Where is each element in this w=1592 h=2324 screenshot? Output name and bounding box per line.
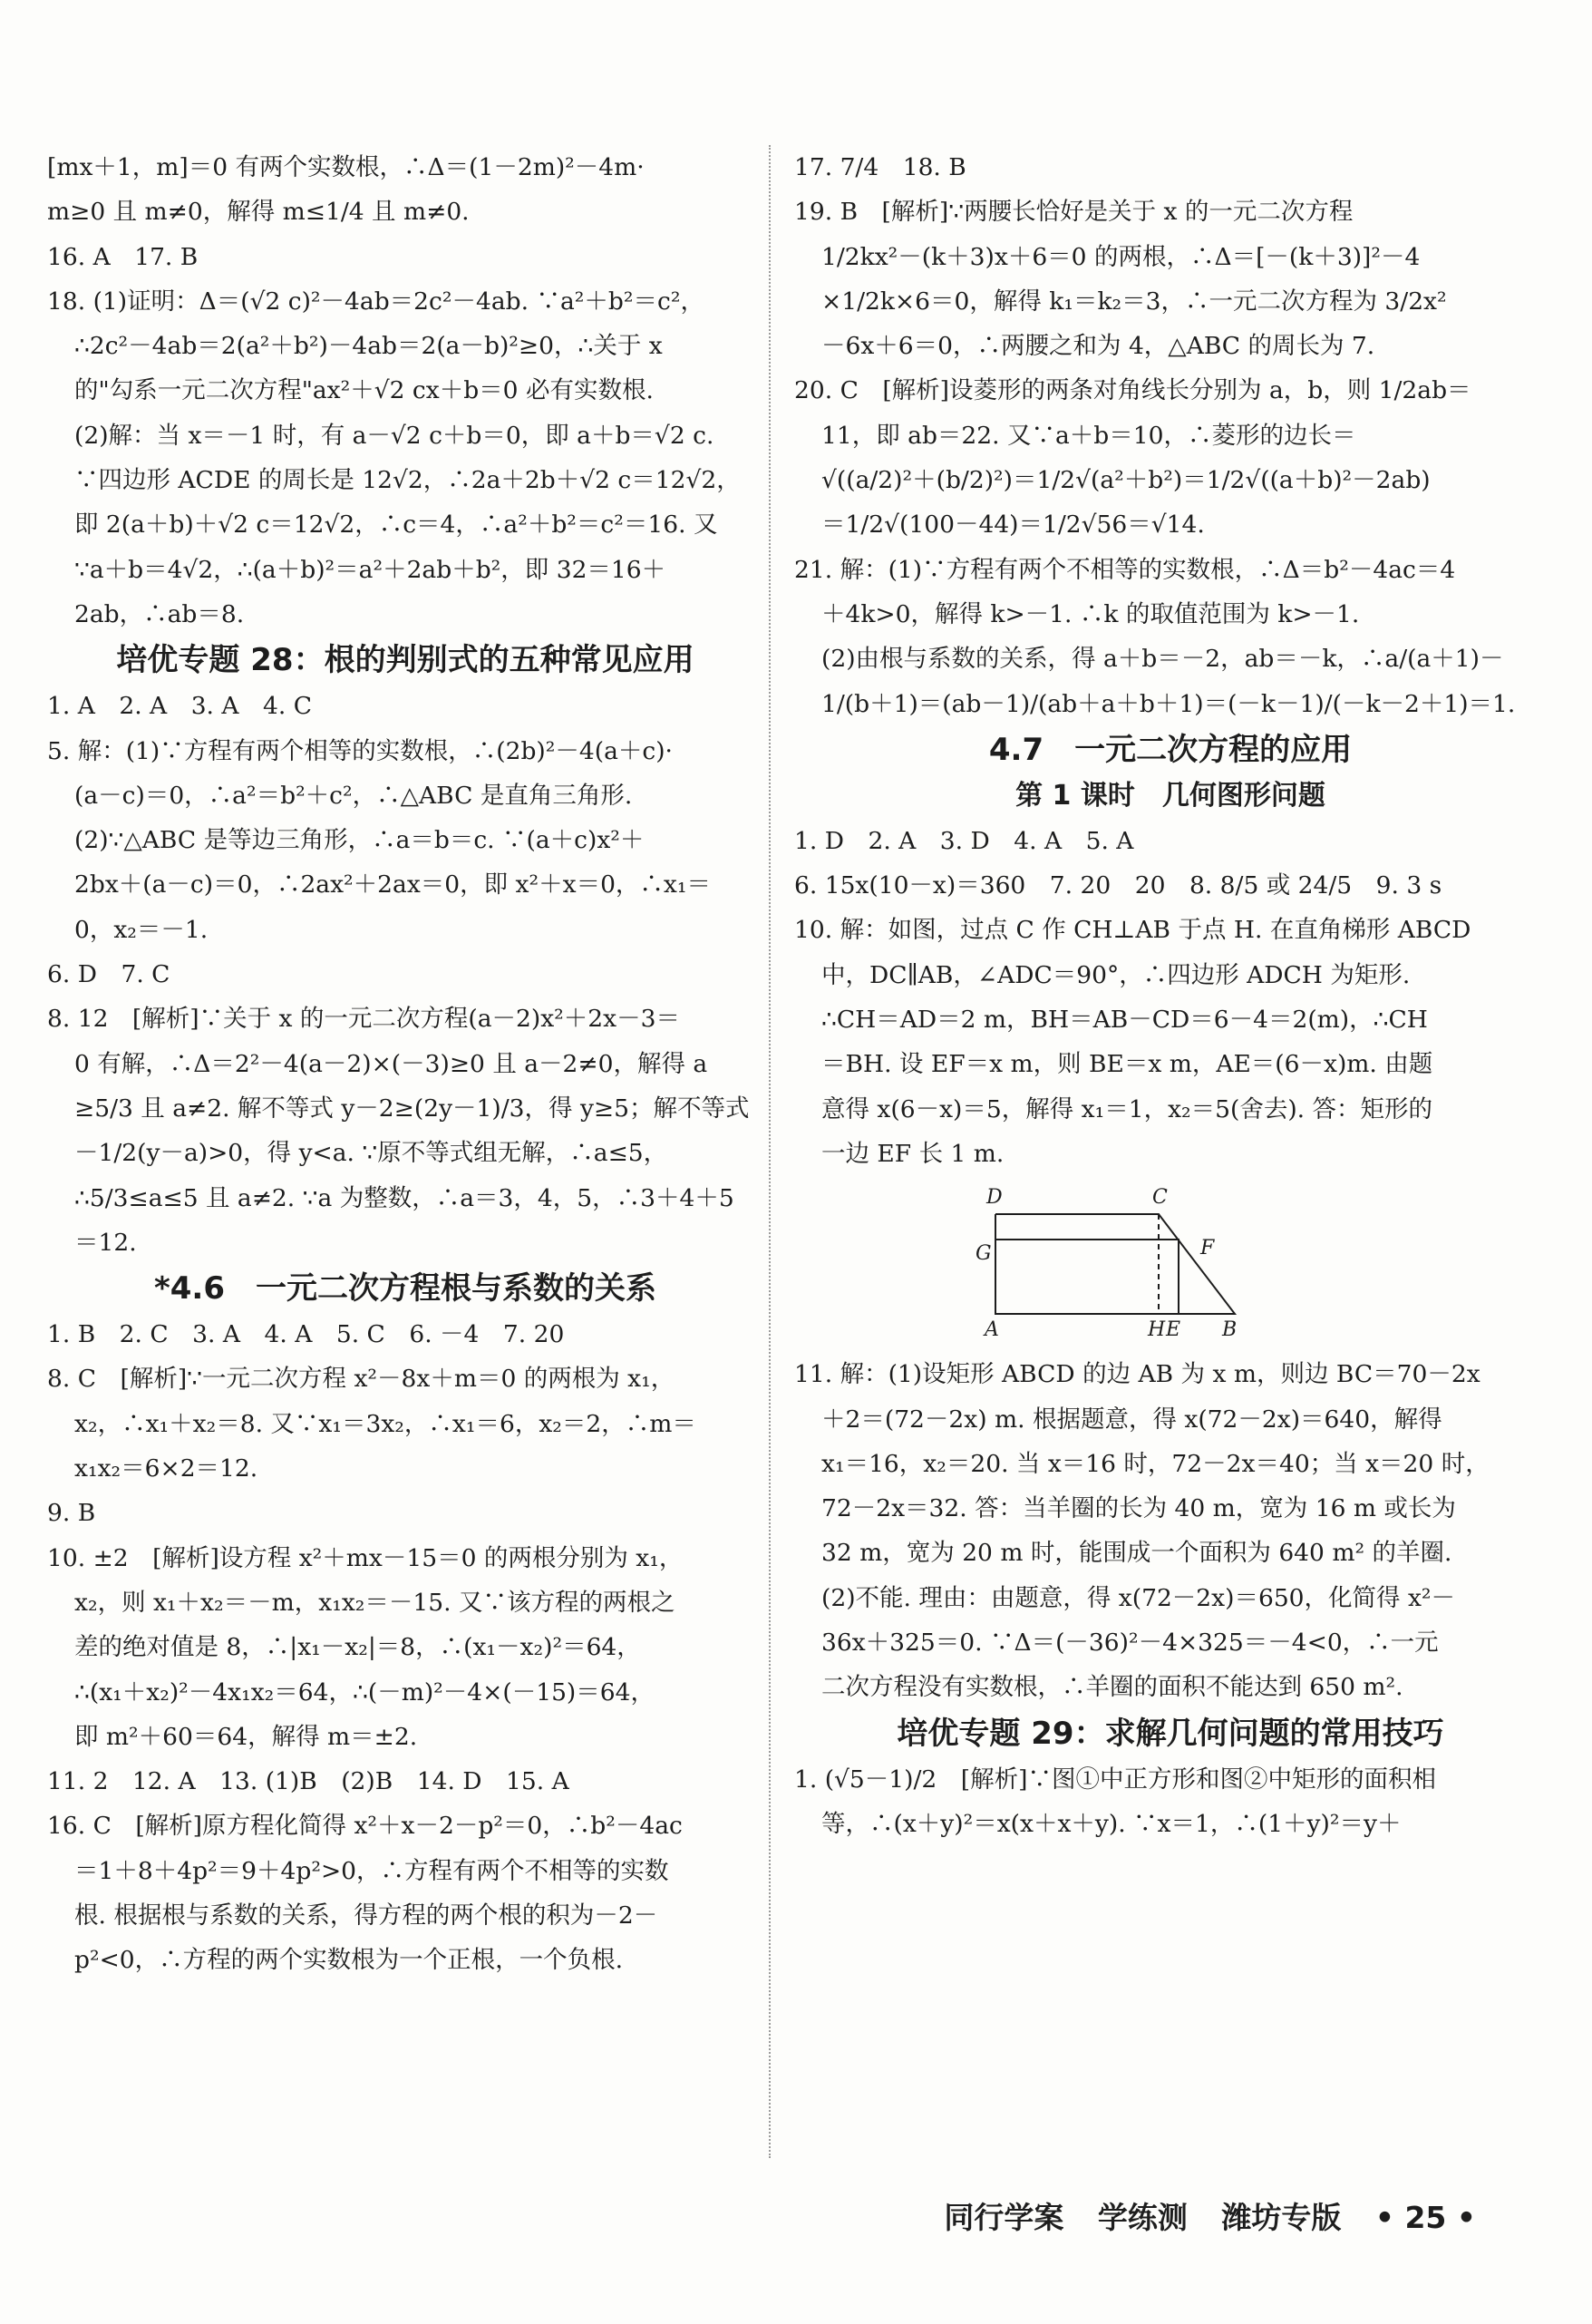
- text-line: 的"勾系一元二次方程"ax²＋√2 cx＋b＝0 必有实数根.: [74, 376, 654, 405]
- answer-line: 10. ±2 [解析]设方程 x²＋mx－15＝0 的两根分别为 x₁，: [47, 1543, 684, 1572]
- text-line: ∴CH＝AD＝2 m，BH＝AB－CD＝6－4＝2(m)，∴CH: [821, 1006, 1428, 1035]
- trapezoid-figure: [794, 1183, 1547, 1347]
- text-line: 2bx＋(a－c)＝0，∴2ax²＋2ax＝0，即 x²＋x＝0，∴x₁＝: [74, 870, 712, 899]
- right-column: [794, 145, 1547, 1846]
- text-line: ＝BH. 设 EF＝x m，则 BE＝x m，AE＝(6－x)m. 由题: [821, 1050, 1433, 1079]
- answer-line: 5. 解：(1)∵方程有两个相等的实数根，∴(2b)²－4(a＋c)·: [47, 736, 673, 765]
- text-line: 1/(b＋1)＝(ab－1)/(ab＋a＋b＋1)＝(－k－1)/(－k－2＋1)＝1.: [821, 689, 1516, 718]
- answer-line: 20. C [解析]设菱形的两条对角线长分别为 a，b，则 1/2ab＝: [794, 376, 1471, 405]
- answer-line: 9. B: [47, 1499, 96, 1528]
- text-line: 一边 EF 长 1 m.: [821, 1139, 1005, 1168]
- text-line: 0 有解，∴Δ＝2²－4(a－2)×(－3)≥0 且 a－2≠0，解得 a: [74, 1049, 708, 1078]
- text-line: ∴5/3≤a≤5 且 a≠2. ∵a 为整数，∴a＝3，4，5，∴3＋4＋5: [74, 1183, 734, 1212]
- answer-line: 17. 7/4 18. B: [794, 153, 966, 181]
- text-line: 即 m²＋60＝64，解得 m＝±2.: [74, 1722, 418, 1751]
- text-line: －1/2(y－a)>0，得 y<a. ∵原不等式组无解，∴a≤5，: [74, 1139, 668, 1168]
- text-line: 0，x₂＝－1.: [74, 915, 209, 944]
- section-heading: *4.6 一元二次方程根与系数的关系: [153, 1270, 656, 1308]
- answer-line: 16. C [解析]原方程化简得 x²＋x－2－p²＝0，∴b²－4ac: [47, 1812, 683, 1841]
- section-heading: 4.7 一元二次方程的应用: [988, 731, 1353, 768]
- text-line: m≥0 且 m≠0，解得 m≤1/4 且 m≠0.: [47, 198, 470, 227]
- text-line: 2ab，∴ab＝8.: [74, 599, 245, 628]
- label-d: D: [986, 1186, 1003, 1210]
- text-line: 中，DC∥AB，∠ADC＝90°，∴四边形 ADCH 为矩形.: [821, 960, 1411, 989]
- text-line: [mx＋1，m]＝0 有两个实数根，∴Δ＝(1－2m)²－4m·: [47, 153, 645, 181]
- text-line: ＝1/2√(100－44)＝1/2√56＝√14.: [821, 511, 1205, 540]
- text-line: x₂，则 x₁＋x₂＝－m，x₁x₂＝－15. 又∵该方程的两根之: [74, 1588, 675, 1617]
- left-column: [47, 145, 763, 1983]
- footer-brand: 同行学案: [944, 2200, 1064, 2235]
- trapezoid-outline: [995, 1214, 1235, 1314]
- text-line: ＋4k>0，解得 k>－1. ∴k 的取值范围为 k>－1.: [821, 599, 1360, 628]
- section-heading: 培优专题 28：根的判别式的五种常见应用: [116, 642, 694, 679]
- answer-line: 16. A 17. B: [47, 242, 199, 271]
- text-line: ∴2c²－4ab＝2(a²＋b²)－4ab＝2(a－b)²≥0，∴关于 x: [74, 332, 663, 361]
- text-line: x₂，∴x₁＋x₂＝8. 又∵x₁＝3x₂，∴x₁＝6，x₂＝2，∴m＝: [74, 1409, 696, 1438]
- text-line: 等，∴(x＋y)²＝x(x＋x＋y). ∵x＝1，∴(1＋y)²＝y＋: [821, 1809, 1402, 1838]
- answer-line: 1. D 2. A 3. D 4. A 5. A: [794, 826, 1134, 855]
- text-line: x₁x₂＝6×2＝12.: [74, 1454, 258, 1483]
- answer-line: 6. 15x(10－x)＝360 7. 20 20 8. 8/5 或 24/5 9. 3 s: [794, 871, 1442, 900]
- text-line: 36x＋325＝0. ∵Δ＝(－36)²－4×325＝－4<0，∴一元: [821, 1629, 1439, 1658]
- text-line: (2)∵△ABC 是等边三角形，∴a＝b＝c. ∵(a＋c)x²＋: [74, 826, 645, 855]
- trapezoid-diagram: [976, 1183, 1293, 1347]
- answer-line: 18. (1)证明：Δ＝(√2 c)²－4ab＝2c²－4ab. ∵a²＋b²＝c²，: [47, 287, 704, 316]
- text-line: ＝1＋8＋4p²＝9＋4p²>0，∴方程有两个不相等的实数: [74, 1856, 669, 1885]
- answer-line: 11. 解：(1)设矩形 ABCD 的边 AB 为 x m，则边 BC＝70－2x: [794, 1360, 1480, 1389]
- text-line: ∵四边形 ACDE 的周长是 12√2，∴2a＋2b＋√2 c＝12√2，: [74, 466, 741, 495]
- label-a: A: [985, 1318, 999, 1342]
- answer-line: 11. 2 12. A 13. (1)B (2)B 14. D 15. A: [47, 1767, 569, 1796]
- label-c: C: [1152, 1186, 1168, 1210]
- answer-line: 1. A 2. A 3. A 4. C: [47, 692, 313, 721]
- text-line: p²<0，∴方程的两个实数根为一个正根，一个负根.: [74, 1946, 624, 1975]
- text-line: 根. 根据根与系数的关系，得方程的两个根的积为－2－: [74, 1901, 658, 1930]
- text-line: x₁＝16，x₂＝20. 当 x＝16 时，72－2x＝40；当 x＝20 时，: [821, 1449, 1490, 1478]
- answer-line: 10. 解：如图，过点 C 作 CH⊥AB 于点 H. 在直角梯形 ABCD: [794, 916, 1471, 945]
- rectangle-gefh: [995, 1240, 1179, 1314]
- text-line: ＝12.: [74, 1228, 137, 1257]
- answer-line: 1. B 2. C 3. A 4. A 5. C 6. －4 7. 20: [47, 1320, 565, 1349]
- answer-line: 19. B [解析]∵两腰长恰好是关于 x 的一元二次方程: [794, 198, 1354, 227]
- text-line: ∴(x₁＋x₂)²－4x₁x₂＝64，∴(－m)²－4×(－15)＝64，: [74, 1677, 655, 1707]
- page-footer: [920, 2194, 1476, 2237]
- text-line: ×1/2k×6＝0，解得 k₁＝k₂＝3，∴一元二次方程为 3/2x²: [821, 287, 1447, 316]
- text-line: －6x＋6＝0，∴两腰之和为 4，△ABC 的周长为 7.: [821, 332, 1375, 361]
- lesson-heading: 第 1 课时 几何图形问题: [1015, 779, 1325, 812]
- answer-line: 1. (√5－1)/2 [解析]∵图①中正方形和图②中矩形的面积相: [794, 1765, 1436, 1794]
- column-divider: [769, 145, 771, 2158]
- text-line: 1/2kx²－(k＋3)x＋6＝0 的两根，∴Δ＝[－(k＋3)]²－4: [821, 242, 1421, 271]
- text-line: (2)解：当 x＝－1 时，有 a－√2 c＋b＝0，即 a＋b＝√2 c.: [74, 421, 714, 450]
- answer-line: 8. 12 [解析]∵关于 x 的一元二次方程(a－2)x²＋2x－3＝: [47, 1005, 680, 1034]
- page-number: • 25 •: [1375, 2200, 1476, 2235]
- section-heading: 培优专题 29：求解几何问题的常用技巧: [897, 1715, 1444, 1752]
- label-f: F: [1200, 1237, 1215, 1260]
- text-line: 差的绝对值是 8，∴|x₁－x₂|＝8，∴(x₁－x₂)²＝64，: [74, 1633, 641, 1662]
- text-line: (a－c)＝0，∴a²＝b²＋c²，∴△ABC 是直角三角形.: [74, 781, 633, 810]
- text-line: 二次方程没有实数根，∴羊圈的面积不能达到 650 m².: [821, 1673, 1403, 1702]
- label-e: E: [1166, 1318, 1181, 1342]
- text-line: 32 m，宽为 20 m 时，能围成一个面积为 640 m² 的羊圈.: [821, 1539, 1452, 1568]
- footer-edition: 潍坊专版: [1221, 2200, 1342, 2235]
- text-line: ＋2＝(72－2x) m. 根据题意，得 x(72－2x)＝640，解得: [821, 1405, 1442, 1434]
- text-line: √((a/2)²＋(b/2)²)＝1/2√(a²＋b²)＝1/2√((a＋b)²－2ab): [821, 466, 1431, 495]
- text-line: 意得 x(6－x)＝5，解得 x₁＝1，x₂＝5(舍去). 答：矩形的: [821, 1094, 1433, 1123]
- text-line: 72－2x＝32. 答：当羊圈的长为 40 m，宽为 16 m 或长为: [821, 1494, 1456, 1523]
- text-line: 即 2(a＋b)＋√2 c＝12√2，∴c＝4，∴a²＋b²＝c²＝16. 又: [74, 511, 718, 540]
- text-line: (2)不能. 理由：由题意，得 x(72－2x)＝650，化简得 x²－: [821, 1583, 1456, 1612]
- answer-line: 8. C [解析]∵一元二次方程 x²－8x＋m＝0 的两根为 x₁，: [47, 1365, 675, 1394]
- text-line: (2)由根与系数的关系，得 a＋b＝－2，ab＝－k，∴a/(a＋1)－: [821, 645, 1504, 674]
- text-line: 11，即 ab＝22. 又∵a＋b＝10，∴菱形的边长＝: [821, 421, 1356, 450]
- footer-series: 学练测: [1097, 2200, 1188, 2235]
- answer-line: 21. 解：(1)∵方程有两个不相等的实数根，∴Δ＝b²－4ac＝4: [794, 555, 1456, 584]
- text-line: ≥5/3 且 a≠2. 解不等式 y－2≥(2y－1)/3，得 y≥5；解不等式: [74, 1094, 750, 1123]
- label-h: H: [1148, 1318, 1166, 1342]
- label-g: G: [976, 1242, 992, 1266]
- label-b: B: [1222, 1318, 1238, 1342]
- answer-line: 6. D 7. C: [47, 960, 170, 989]
- text-line: ∵a＋b＝4√2，∴(a＋b)²＝a²＋2ab＋b²，即 32＝16＋: [74, 555, 666, 584]
